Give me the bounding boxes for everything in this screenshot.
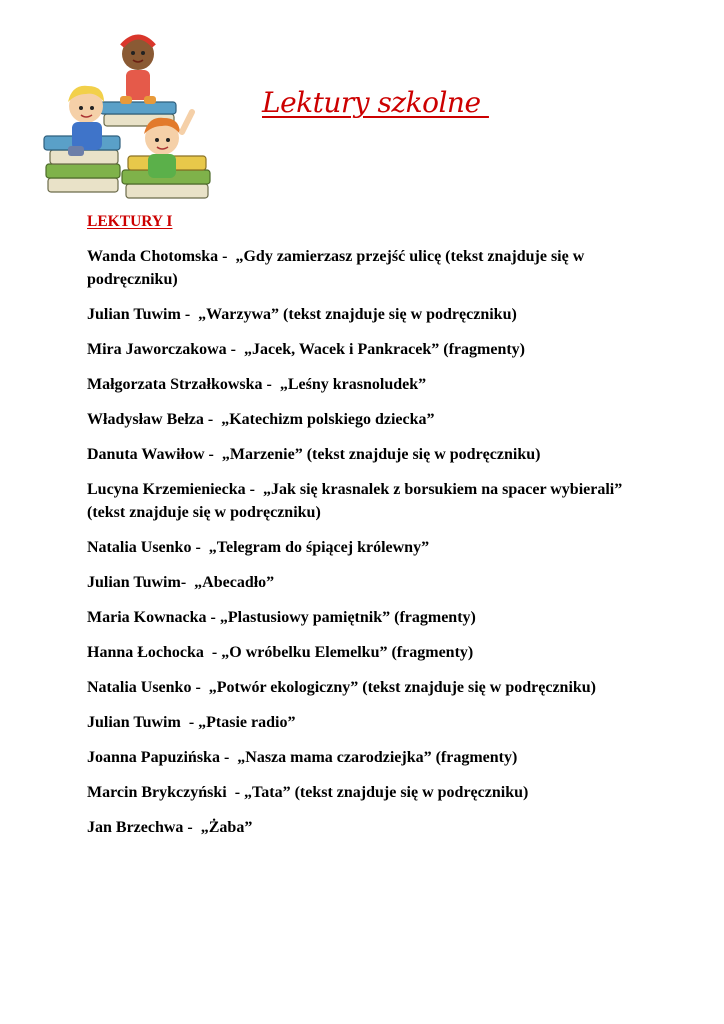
children-on-books-illustration [42, 28, 214, 204]
list-item: Mira Jaworczakowa - „Jacek, Wacek i Pankracek” (fragmenty) [87, 341, 525, 358]
page-title: Lektury szkolne [262, 86, 489, 119]
list-item: Hanna Łochocka - „O wróbelku Elemelku” (fragmenty) [87, 644, 474, 661]
list-item: Julian Tuwim - „Ptasie radio” [87, 714, 296, 731]
girl-figure [120, 37, 156, 104]
list-item: Natalia Usenko - „Telegram do śpiącej królewny” [87, 539, 430, 556]
list-item: Małgorzata Strzałkowska - „Leśny krasnoludek” [87, 376, 427, 393]
blond-boy-figure [68, 86, 104, 156]
list-item: Władysław Bełza - „Katechizm polskiego dziecka” [87, 411, 435, 428]
list-item: Lucyna Krzemieniecka - „Jak się krasnalek z borsukiem na spacer wybierali” (tekst znajduje się w podręczniku) [87, 481, 627, 521]
list-item: Joanna Papuzińska - „Nasza mama czarodziejka” (fragmenty) [87, 749, 518, 766]
list-item: Jan Brzechwa - „Żaba” [87, 819, 253, 836]
list-item: Marcin Brykczyński - „Tata” (tekst znajduje się w podręczniku) [87, 784, 529, 801]
list-item: Danuta Wawiłow - „Marzenie” (tekst znajduje się w podręczniku) [87, 446, 541, 463]
list-item: Natalia Usenko - „Potwór ekologiczny” (tekst znajduje się w podręczniku) [87, 679, 597, 696]
reading-list [87, 245, 647, 851]
list-item: Maria Kownacka - „Plastusiowy pamiętnik” (fragmenty) [87, 609, 476, 626]
list-item: Wanda Chotomska - „Gdy zamierzasz przejść ulicę (tekst znajduje się w podręczniku) [87, 248, 589, 288]
list-item: Julian Tuwim - „Warzywa” (tekst znajduje się w podręczniku) [87, 306, 517, 323]
list-item: Julian Tuwim- „Abecadło” [87, 574, 275, 591]
section-heading: LEKTURY I [87, 213, 173, 230]
